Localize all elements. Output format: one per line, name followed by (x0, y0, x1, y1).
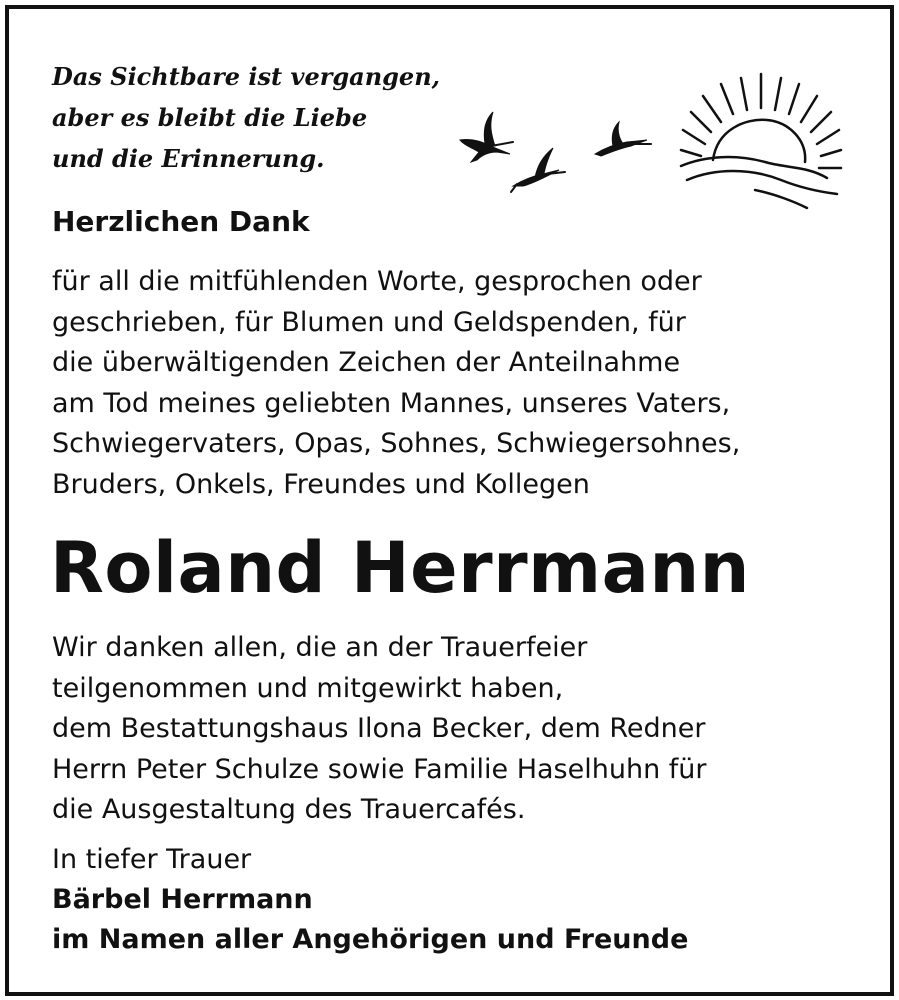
text-line: die Ausgestaltung des Trauercafés. (52, 794, 526, 825)
closing-signature (52, 840, 688, 960)
flying-bird-icon (460, 112, 513, 162)
text-line: geschrieben, für Blumen und Geldspenden, für (52, 306, 686, 338)
text-line: Bruders, Onkels, Freundes und Kollegen (52, 468, 590, 500)
flying-bird-icon (511, 148, 565, 192)
text-line: am Tod meines geliebten Mannes, unseres Vaters, (52, 387, 731, 419)
flying-bird-icon (595, 122, 651, 156)
birds-and-sunset-illustration (455, 68, 855, 213)
heading-thanks: Herzlichen Dank (52, 205, 310, 238)
text-line: Schwiegervaters, Opas, Sohnes, Schwiegersohnes, (52, 428, 741, 459)
motto-quote (52, 56, 440, 179)
text-line: dem Bestattungshaus Ilona Becker, dem Redner (52, 713, 706, 744)
text-line: die überwältigenden Zeichen der Anteilnahme (52, 347, 681, 378)
text-line: Herrn Peter Schulze sowie Familie Haselhuhn für (52, 753, 707, 785)
on-behalf-line: im Namen aller Angehörigen und Freunde (52, 924, 689, 955)
thanks-paragraph (52, 262, 740, 505)
sunset-icon (681, 74, 841, 208)
acknowledgement-paragraph (52, 628, 707, 831)
motto-line: Das Sichtbare ist vergangen, (52, 62, 440, 91)
closing-intro: In tiefer Trauer (52, 844, 252, 875)
text-line: teilgenommen und mitgewirkt haben, (52, 672, 564, 704)
deceased-name: Roland Herrmann (50, 527, 750, 609)
text-line: Wir danken allen, die an der Trauerfeier (52, 632, 588, 663)
motto-line: und die Erinnerung. (52, 144, 325, 173)
signer-name: Bärbel Herrmann (52, 884, 313, 915)
text-line: für all die mitfühlenden Worte, gesprochen oder (52, 266, 702, 297)
motto-line: aber es bleibt die Liebe (52, 103, 368, 132)
